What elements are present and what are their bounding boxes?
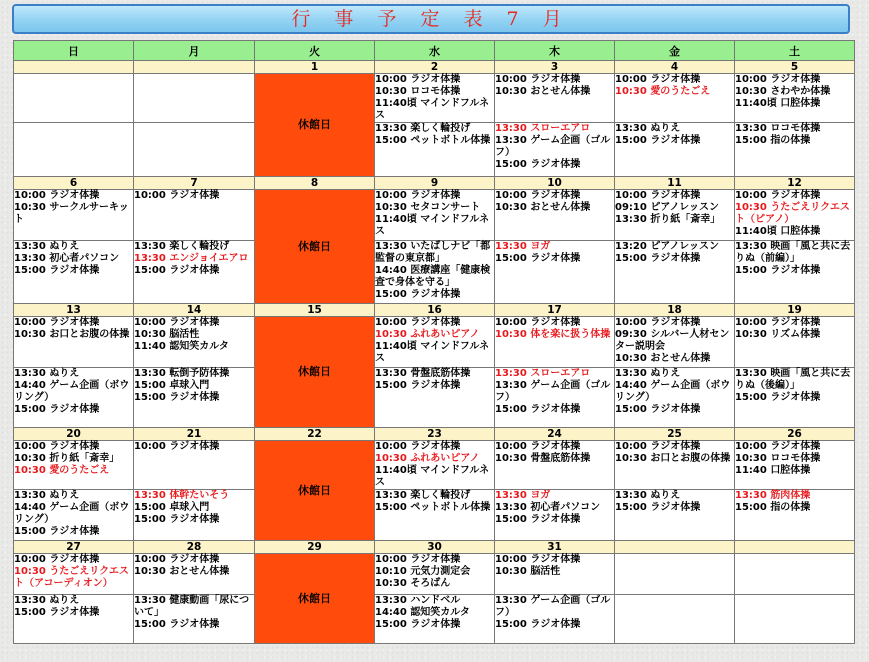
event-cell bbox=[375, 74, 495, 123]
event-cell bbox=[735, 368, 855, 428]
closed-day-cell: 休館日 bbox=[255, 74, 375, 177]
event-item: 13:30 ゲーム企画（ゴルフ） bbox=[495, 135, 611, 158]
date-number: 11 bbox=[615, 177, 735, 190]
date-number bbox=[134, 61, 255, 74]
event-item: 10:00 ラジオ体操 bbox=[14, 317, 100, 328]
event-item: 15:00 卓球入門 bbox=[134, 502, 210, 513]
event-item: 15:00 ラジオ体操 bbox=[134, 514, 220, 525]
event-item: 14:40 ゲーム企画（ボウリング） bbox=[14, 380, 130, 403]
event-cell bbox=[615, 595, 735, 644]
event-item: 15:00 ラジオ体操 bbox=[375, 380, 461, 391]
event-item: 15:00 ラジオ体操 bbox=[495, 514, 581, 525]
date-number: 19 bbox=[735, 304, 855, 317]
event-item: 14:40 ゲーム企画（ボウリング） bbox=[14, 502, 130, 525]
event-item: 13:30 楽しく輪投げ bbox=[375, 123, 471, 134]
event-cell bbox=[14, 123, 134, 177]
event-cell bbox=[134, 190, 255, 241]
event-cell bbox=[615, 190, 735, 241]
event-item: 13:30 ぬりえ bbox=[14, 368, 80, 379]
event-item: 13:30 ぬりえ bbox=[14, 490, 80, 501]
event-cell bbox=[735, 241, 855, 304]
date-number bbox=[735, 541, 855, 554]
event-item: 10:30 体を楽に扱う体操 bbox=[495, 329, 611, 340]
event-cell bbox=[134, 490, 255, 541]
date-number: 23 bbox=[375, 428, 495, 441]
event-item: 11:40頃 マインドフルネス bbox=[375, 98, 490, 121]
event-item: 10:00 ラジオ体操 bbox=[14, 441, 100, 452]
event-cell bbox=[134, 317, 255, 368]
event-cell bbox=[375, 190, 495, 241]
event-item: 15:00 ラジオ体操 bbox=[134, 619, 220, 630]
event-cell bbox=[495, 317, 615, 368]
event-item: 10:00 ラジオ体操 bbox=[615, 74, 701, 85]
event-item: 13:30 いたばしナビ「都監督の東京都」 bbox=[375, 241, 491, 264]
event-item: 10:00 ラジオ体操 bbox=[495, 441, 581, 452]
event-item: 10:00 ラジオ体操 bbox=[134, 441, 220, 452]
event-item: 13:30 ぬりえ bbox=[615, 123, 681, 134]
date-number: 9 bbox=[375, 177, 495, 190]
event-item: 10:00 ラジオ体操 bbox=[615, 317, 701, 328]
event-item: 10:00 ラジオ体操 bbox=[735, 74, 821, 85]
date-number: 18 bbox=[615, 304, 735, 317]
event-item: 10:30 骨盤底筋体操 bbox=[495, 453, 591, 464]
event-cell bbox=[495, 190, 615, 241]
event-item: 10:00 ラジオ体操 bbox=[495, 74, 581, 85]
event-cell bbox=[615, 441, 735, 490]
event-item: 13:30 スローエアロ bbox=[495, 368, 591, 379]
event-cell bbox=[375, 123, 495, 177]
event-cell bbox=[615, 554, 735, 595]
event-item: 15:00 ラジオ体操 bbox=[615, 502, 701, 513]
event-item: 10:30 愛のうたごえ bbox=[615, 86, 711, 97]
date-number: 21 bbox=[134, 428, 255, 441]
event-item: 14:40 認知笑カルタ bbox=[375, 607, 470, 618]
am-row bbox=[14, 441, 855, 490]
date-number: 12 bbox=[735, 177, 855, 190]
pm-row bbox=[14, 368, 855, 428]
date-number: 2 bbox=[375, 61, 495, 74]
event-item: 15:00 ペットボトル体操 bbox=[375, 135, 491, 146]
event-item: 10:00 ラジオ体操 bbox=[14, 554, 100, 565]
event-item: 15:00 ラジオ体操 bbox=[495, 253, 581, 264]
date-number: 29 bbox=[255, 541, 375, 554]
date-number: 5 bbox=[735, 61, 855, 74]
event-item: 15:00 ラジオ体操 bbox=[615, 253, 701, 264]
event-item: 10:10 元気力測定会 bbox=[375, 566, 471, 577]
date-row bbox=[14, 304, 855, 317]
event-item: 13:30 スローエアロ bbox=[495, 123, 591, 134]
event-item: 10:30 脳活性 bbox=[495, 566, 561, 577]
event-cell bbox=[134, 595, 255, 644]
date-number: 28 bbox=[134, 541, 255, 554]
event-item: 10:30 サークルサーキット bbox=[14, 202, 129, 225]
date-number: 22 bbox=[255, 428, 375, 441]
event-item: 10:00 ラジオ体操 bbox=[615, 190, 701, 201]
event-item: 13:30 ロコモ体操 bbox=[735, 123, 821, 134]
event-item: 15:00 指の体操 bbox=[735, 135, 811, 146]
event-cell bbox=[495, 490, 615, 541]
event-item: 13:30 健康動画「尿について」 bbox=[134, 595, 250, 618]
event-item: 15:00 ラジオ体操 bbox=[375, 289, 461, 300]
event-cell bbox=[735, 317, 855, 368]
event-cell bbox=[14, 241, 134, 304]
event-item: 10:00 ラジオ体操 bbox=[495, 190, 581, 201]
event-item: 11:40頃 口腔体操 bbox=[735, 98, 821, 109]
event-item: 10:30 お口とお腹の体操 bbox=[14, 329, 130, 340]
event-item: 10:30 ロコモ体操 bbox=[375, 86, 461, 97]
event-item: 15:00 ラジオ体操 bbox=[134, 392, 220, 403]
event-cell bbox=[14, 490, 134, 541]
event-item: 10:00 ラジオ体操 bbox=[375, 190, 461, 201]
event-cell bbox=[375, 554, 495, 595]
date-number: 24 bbox=[495, 428, 615, 441]
weekday-fri: 金 bbox=[615, 41, 735, 61]
event-item: 10:00 ラジオ体操 bbox=[735, 317, 821, 328]
weekday-header-row bbox=[14, 41, 855, 61]
event-item: 13:30 ハンドベル bbox=[375, 595, 461, 606]
date-number: 17 bbox=[495, 304, 615, 317]
event-item: 15:00 ラジオ体操 bbox=[495, 159, 581, 170]
page-title: 行 事 予 定 表 7 月 bbox=[12, 4, 850, 34]
event-item: 11:40 認知笑カルタ bbox=[134, 341, 229, 352]
event-cell bbox=[495, 123, 615, 177]
event-cell bbox=[735, 123, 855, 177]
date-number: 16 bbox=[375, 304, 495, 317]
event-item: 10:00 ラジオ体操 bbox=[375, 554, 461, 565]
event-cell bbox=[375, 368, 495, 428]
event-cell bbox=[134, 74, 255, 123]
event-item: 15:00 ラジオ体操 bbox=[495, 404, 581, 415]
event-item: 15:00 ペットボトル体操 bbox=[375, 502, 491, 513]
event-item: 13:20 ピアノレッスン bbox=[615, 241, 720, 252]
event-item: 10:00 ラジオ体操 bbox=[375, 74, 461, 85]
date-number: 25 bbox=[615, 428, 735, 441]
event-item: 13:30 ヨガ bbox=[495, 490, 551, 501]
event-cell bbox=[495, 595, 615, 644]
weekday-mon: 月 bbox=[134, 41, 255, 61]
am-row bbox=[14, 317, 855, 368]
date-number: 27 bbox=[14, 541, 134, 554]
event-item: 10:30 おとせん体操 bbox=[495, 202, 591, 213]
event-item: 15:00 ラジオ体操 bbox=[14, 265, 100, 276]
event-cell bbox=[735, 190, 855, 241]
event-item: 10:30 おとせん体操 bbox=[495, 86, 591, 97]
calendar-table bbox=[13, 40, 855, 644]
date-number bbox=[14, 61, 134, 74]
event-item: 15:00 ラジオ体操 bbox=[495, 619, 581, 630]
event-item: 15:00 卓球入門 bbox=[134, 380, 210, 391]
weekday-tue: 火 bbox=[255, 41, 375, 61]
closed-day-cell: 休館日 bbox=[255, 441, 375, 541]
event-item: 13:30 ぬりえ bbox=[615, 490, 681, 501]
event-cell bbox=[735, 554, 855, 595]
pm-row bbox=[14, 241, 855, 304]
date-row bbox=[14, 61, 855, 74]
event-item: 13:30 ぬりえ bbox=[615, 368, 681, 379]
event-item: 15:00 ラジオ体操 bbox=[134, 265, 220, 276]
date-number: 8 bbox=[255, 177, 375, 190]
event-item: 15:00 ラジオ体操 bbox=[14, 404, 100, 415]
event-item: 10:00 ラジオ体操 bbox=[495, 317, 581, 328]
event-cell bbox=[14, 595, 134, 644]
event-cell bbox=[134, 123, 255, 177]
event-item: 10:00 ラジオ体操 bbox=[134, 554, 220, 565]
event-item: 13:30 折り紙「斎幸」 bbox=[615, 214, 721, 225]
event-item: 15:00 指の体操 bbox=[735, 502, 811, 513]
event-item: 10:00 ラジオ体操 bbox=[375, 441, 461, 452]
event-cell bbox=[495, 441, 615, 490]
event-item: 15:00 ラジオ体操 bbox=[615, 135, 701, 146]
closed-day-cell: 休館日 bbox=[255, 190, 375, 304]
closed-day-cell: 休館日 bbox=[255, 317, 375, 428]
date-number: 20 bbox=[14, 428, 134, 441]
event-cell bbox=[615, 74, 735, 123]
event-item: 13:30 ヨガ bbox=[495, 241, 551, 252]
date-number bbox=[615, 541, 735, 554]
event-item: 10:30 お口とお腹の体操 bbox=[615, 453, 731, 464]
event-item: 10:30 ふれあいピアノ bbox=[375, 453, 480, 464]
date-row bbox=[14, 541, 855, 554]
event-item: 10:30 うたごえリクエスト（アコーディオン） bbox=[14, 566, 129, 589]
event-item: 13:30 ゲーム企画（ゴルフ） bbox=[495, 380, 611, 403]
event-cell bbox=[14, 190, 134, 241]
closed-day-cell: 休館日 bbox=[255, 554, 375, 644]
event-item: 15:00 ラジオ体操 bbox=[735, 265, 821, 276]
event-cell bbox=[615, 317, 735, 368]
event-cell bbox=[134, 554, 255, 595]
event-cell bbox=[615, 241, 735, 304]
event-item: 15:00 ラジオ体操 bbox=[14, 526, 100, 537]
event-item: 10:30 セタコンサート bbox=[375, 202, 481, 213]
event-item: 10:00 ラジオ体操 bbox=[14, 190, 100, 201]
event-item: 11:40頃 マインドフルネス bbox=[375, 214, 490, 237]
event-item: 13:30 骨盤底筋体操 bbox=[375, 368, 471, 379]
event-item: 13:30 楽しく輪投げ bbox=[134, 241, 230, 252]
date-number: 31 bbox=[495, 541, 615, 554]
event-item: 10:30 そろばん bbox=[375, 578, 451, 589]
event-item: 10:00 ラジオ体操 bbox=[134, 317, 220, 328]
weekday-sat: 土 bbox=[735, 41, 855, 61]
event-item: 11:40 口腔体操 bbox=[735, 465, 811, 476]
weekday-sun: 日 bbox=[14, 41, 134, 61]
event-cell bbox=[375, 490, 495, 541]
event-item: 10:30 おとせん体操 bbox=[134, 566, 230, 577]
pm-row bbox=[14, 595, 855, 644]
event-item: 13:30 筋肉体操 bbox=[735, 490, 811, 501]
event-item: 13:30 初心者パソコン bbox=[14, 253, 120, 264]
event-item: 11:40頃 口腔体操 bbox=[735, 226, 821, 237]
event-cell bbox=[615, 123, 735, 177]
event-item: 13:30 ぬりえ bbox=[14, 595, 80, 606]
event-item: 15:00 ラジオ体操 bbox=[735, 392, 821, 403]
event-item: 13:30 転倒予防体操 bbox=[134, 368, 230, 379]
event-item: 10:30 うたごえリクエスト（ピアノ） bbox=[735, 202, 850, 225]
event-cell bbox=[495, 74, 615, 123]
date-number: 6 bbox=[14, 177, 134, 190]
event-item: 10:00 ラジオ体操 bbox=[735, 190, 821, 201]
event-item: 10:30 ロコモ体操 bbox=[735, 453, 821, 464]
date-number: 15 bbox=[255, 304, 375, 317]
event-item: 11:40頃 マインドフルネス bbox=[375, 465, 490, 488]
event-cell bbox=[375, 595, 495, 644]
event-cell bbox=[735, 595, 855, 644]
event-item: 10:30 折り紙「斎幸」 bbox=[14, 453, 120, 464]
event-item: 10:00 ラジオ体操 bbox=[615, 441, 701, 452]
event-item: 10:30 ふれあいピアノ bbox=[375, 329, 480, 340]
event-cell bbox=[375, 241, 495, 304]
event-item: 10:30 リズム体操 bbox=[735, 329, 821, 340]
event-item: 13:30 楽しく輪投げ bbox=[375, 490, 471, 501]
event-cell bbox=[495, 368, 615, 428]
event-item: 13:30 ぬりえ bbox=[14, 241, 80, 252]
event-cell bbox=[375, 317, 495, 368]
event-item: 14:40 医療講座「健康検査で身体を守る」 bbox=[375, 265, 491, 288]
event-item: 13:30 映画「風と共に去りぬ（前編）」 bbox=[735, 241, 851, 264]
pm-row bbox=[14, 490, 855, 541]
date-number: 14 bbox=[134, 304, 255, 317]
event-cell bbox=[134, 368, 255, 428]
event-item: 10:30 愛のうたごえ bbox=[14, 465, 110, 476]
event-item: 15:00 ラジオ体操 bbox=[375, 619, 461, 630]
event-item: 09:10 ピアノレッスン bbox=[615, 202, 720, 213]
event-cell bbox=[14, 317, 134, 368]
event-item: 10:30 おとせん体操 bbox=[615, 353, 711, 364]
event-item: 13:30 ゲーム企画（ゴルフ） bbox=[495, 595, 611, 618]
event-cell bbox=[14, 74, 134, 123]
event-cell bbox=[735, 490, 855, 541]
event-item: 13:30 エンジョイエアロ bbox=[134, 253, 249, 264]
am-row bbox=[14, 190, 855, 241]
event-cell bbox=[495, 554, 615, 595]
date-number: 10 bbox=[495, 177, 615, 190]
date-number: 30 bbox=[375, 541, 495, 554]
event-cell bbox=[134, 441, 255, 490]
event-item: 11:40頃 マインドフルネス bbox=[375, 341, 490, 364]
weekday-thu: 木 bbox=[495, 41, 615, 61]
event-item: 10:00 ラジオ体操 bbox=[495, 554, 581, 565]
event-item: 13:30 体幹たいそう bbox=[134, 490, 230, 501]
event-item: 09:30 シルバー人材センター説明会 bbox=[615, 329, 730, 352]
date-number: 3 bbox=[495, 61, 615, 74]
date-row bbox=[14, 428, 855, 441]
date-number: 1 bbox=[255, 61, 375, 74]
event-cell bbox=[14, 441, 134, 490]
date-number: 4 bbox=[615, 61, 735, 74]
am-row bbox=[14, 74, 855, 123]
date-row bbox=[14, 177, 855, 190]
event-cell bbox=[14, 368, 134, 428]
weekday-wed: 水 bbox=[375, 41, 495, 61]
event-item: 10:30 脳活性 bbox=[134, 329, 200, 340]
date-number: 26 bbox=[735, 428, 855, 441]
event-cell bbox=[14, 554, 134, 595]
event-item: 15:00 ラジオ体操 bbox=[615, 404, 701, 415]
event-cell bbox=[134, 241, 255, 304]
event-item: 14:40 ゲーム企画（ボウリング） bbox=[615, 380, 731, 403]
event-item: 10:00 ラジオ体操 bbox=[735, 441, 821, 452]
event-cell bbox=[735, 441, 855, 490]
date-number: 7 bbox=[134, 177, 255, 190]
event-item: 10:30 さわやか体操 bbox=[735, 86, 831, 97]
event-cell bbox=[495, 241, 615, 304]
event-item: 15:00 ラジオ体操 bbox=[14, 607, 100, 618]
pm-row bbox=[14, 123, 855, 177]
event-item: 13:30 映画「風と共に去りぬ（後編）」 bbox=[735, 368, 851, 391]
event-item: 10:00 ラジオ体操 bbox=[375, 317, 461, 328]
event-cell bbox=[735, 74, 855, 123]
am-row bbox=[14, 554, 855, 595]
event-item: 10:00 ラジオ体操 bbox=[134, 190, 220, 201]
event-cell bbox=[615, 368, 735, 428]
event-item: 13:30 初心者パソコン bbox=[495, 502, 601, 513]
event-cell bbox=[375, 441, 495, 490]
event-cell bbox=[615, 490, 735, 541]
date-number: 13 bbox=[14, 304, 134, 317]
